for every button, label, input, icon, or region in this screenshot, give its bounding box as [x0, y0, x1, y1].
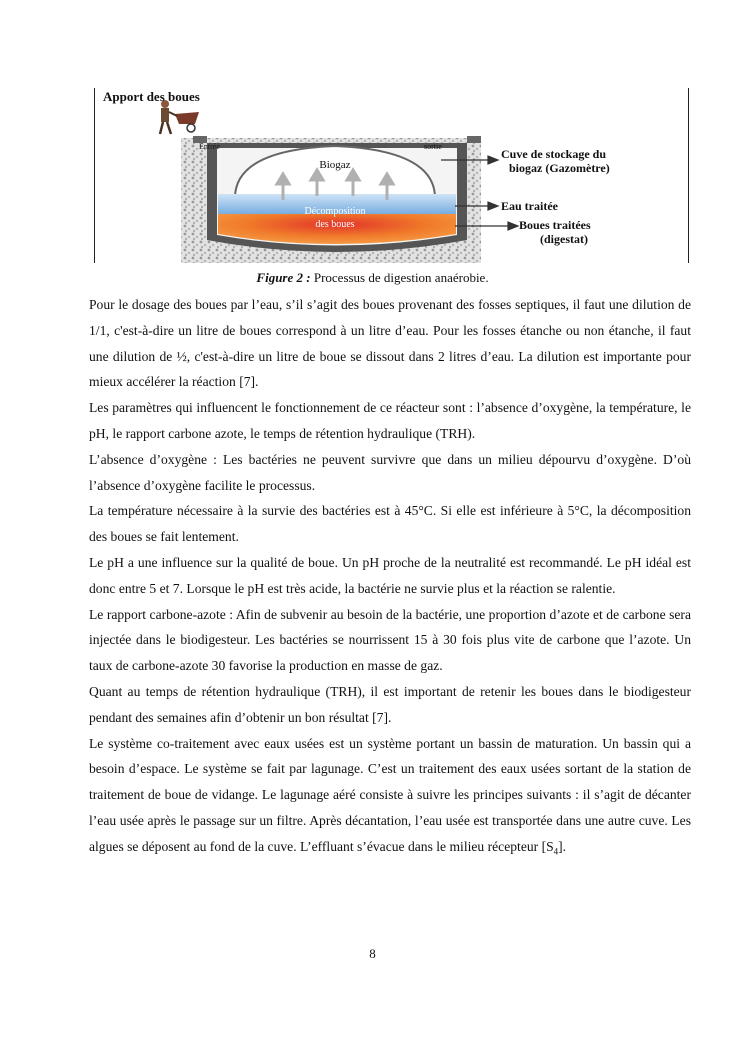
- digester-diagram: [95, 88, 690, 263]
- label-cuve-stockage: Cuve de stockage du: [501, 147, 607, 161]
- label-entree: Entrée: [199, 142, 220, 151]
- paragraph-co-traitement: [89, 731, 691, 866]
- label-des-boues: des boues: [315, 219, 355, 230]
- paragraph-ph: Le pH a une influence sur la qualité de boue. Un pH proche de la neutralité est recommandé. Le pH idéal est donc entre 5 et 7. Lorsque le pH est très acide, la bactérie ne survie plus et la réaction se ralentie.: [89, 554, 691, 596]
- label-digestat: (digestat): [540, 232, 588, 246]
- co-traitement-text: Le système co-traitement avec eaux usées est un système portant un bassin de maturation. Un bassin qui a besoin d’espace. Le système se fait par lagunage. C’est un traitement des eaux usées sortant de la station de traitement de boue de vidange. Le lagunage aéré consiste à suivre les principes suivants : il s’agit de décanter l’eau usée après le passage sur un filtre. Après décantation, l’eau usée est transportée dans une autre cuve. Les algues se déposent au fond de la cuve. L’effluant s’évacue dans le milieu récepteur [S: [89, 735, 691, 854]
- label-boues-traitees: Boues traitées: [519, 218, 591, 232]
- worker-wheelbarrow-icon: [160, 100, 199, 134]
- caption-text: Processus de digestion anaérobie.: [310, 270, 489, 285]
- label-eau-traitee: Eau traitée: [501, 199, 558, 213]
- body-text: [89, 292, 691, 865]
- caption-label: Figure 2 :: [256, 270, 311, 285]
- label-apport-des-boues: Apport des boues: [103, 89, 200, 104]
- label-biogaz: Biogaz: [319, 159, 351, 171]
- figure-anaerobic-digestion: [94, 88, 689, 263]
- paragraph-parametres: Les paramètres qui influencent le fonctionnement de ce réacteur sont : l’absence d’oxygène, la température, le pH, le rapport carbone azote, le temps de rétention hydraulique (TRH).: [89, 400, 691, 441]
- figure-caption: [0, 270, 745, 286]
- paragraph-trh: Quant au temps de rétention hydraulique (TRH), il est important de retenir les boues dans le biodigesteur pendant des semaines afin d’obtenir un bon résultat [7].: [89, 683, 691, 725]
- paragraph-carbone-azote: Le rapport carbone-azote : Afin de subvenir au besoin de la bactérie, une proportion d’azote et de carbone sera injectée dans le biodigesteur. Les bactéries se nourrissent 15 à 30 fois plus vite de carbone que l’azote. Un taux de carbone-azote 30 favorise la production en masse de gaz.: [89, 606, 691, 674]
- reference-tail: ].: [558, 838, 567, 854]
- paragraph-oxygene: L’absence d’oxygène : Les bactéries ne peuvent survivre que dans un milieu dépourvu d’oxygène. D’où l’absence d’oxygène facilite le processus.: [89, 451, 691, 493]
- outlet-pipe: [467, 136, 481, 143]
- label-sortie: sortie: [424, 142, 442, 151]
- paragraph-temperature: La température nécessaire à la survie des bactéries est à 45°C. Si elle est inférieure à 5°C, la décomposition des boues se fait lentement.: [89, 503, 691, 545]
- paragraph-dosage: Pour le dosage des boues par l’eau, s’il s’agit des boues provenant des fosses septiques, il faut une dilution de 1/1, c'est-à-dire un litre de boues correspond à un litre d’eau. Pour les fosses étanche ou non étanche, il faut une dilution de ½, c'est-à-dire un litre de boue se dissout dans 2 litres d’eau. La dilution est importante pour mieux accélérer la réaction [7].: [89, 297, 691, 390]
- label-gazometre: biogaz (Gazomètre): [509, 161, 610, 175]
- label-decomposition: Décomposition: [304, 206, 366, 217]
- reference-subscript: 4: [553, 846, 559, 857]
- page-number: 8: [369, 946, 376, 961]
